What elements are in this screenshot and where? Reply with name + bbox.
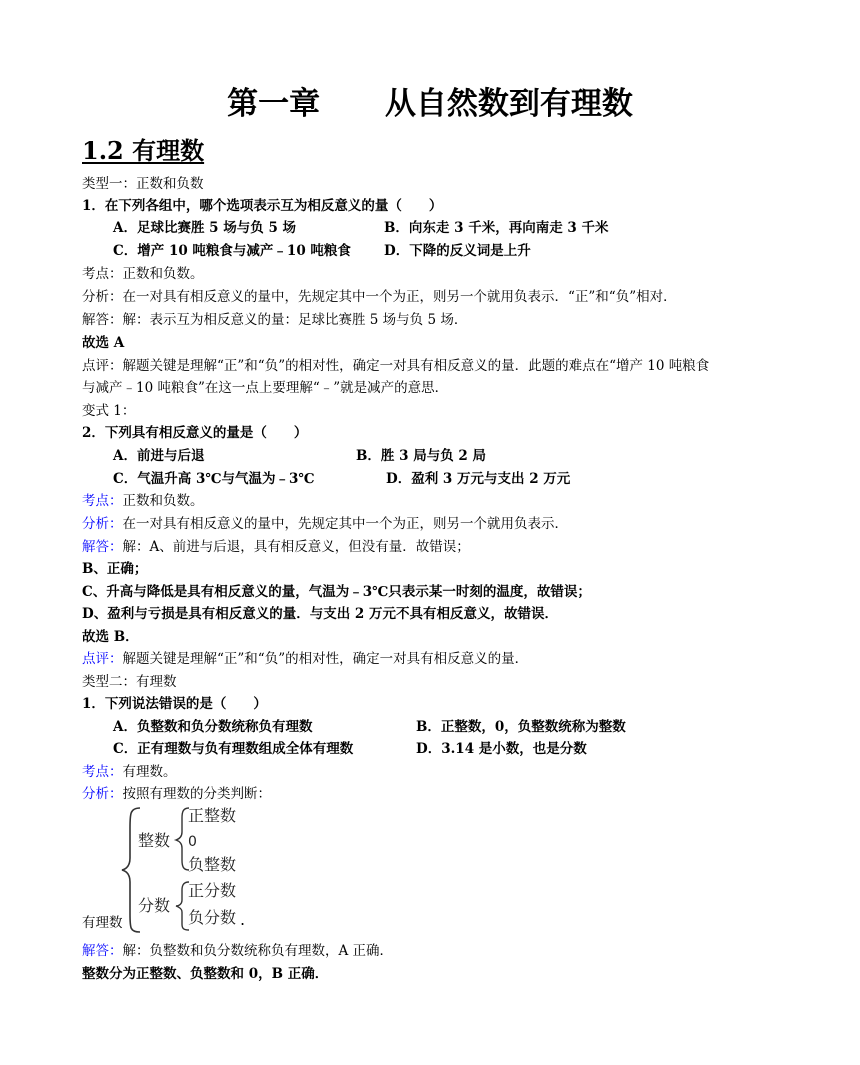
- diagram-neg-frac: 负分数: [188, 908, 237, 927]
- t2q1-option-c: C．正有理数与负有理数组成全体有理数: [113, 741, 354, 757]
- q2-option-d: D．盈利 3 万元与支出 2 万元: [386, 471, 571, 487]
- q2-jieda: [82, 537, 470, 557]
- q2-jieda-c: C、升高与降低是具有相反意义的量，气温为﹣3℃只表示某一时刻的温度，故错误；: [82, 584, 591, 600]
- rational-classification-diagram: [82, 802, 282, 936]
- q1-option-b: B．向东走 3 千米，再向南走 3 千米: [384, 220, 609, 236]
- type1-heading: 类型一：正数和负数: [82, 176, 204, 192]
- diagram-pos-int: 正整数: [188, 806, 237, 825]
- q2-dianping-text: 解题关键是理解“正”和“负”的相对性，确定一对具有相反意义的量．: [122, 651, 529, 667]
- diagram-zero: 0: [188, 834, 197, 850]
- t2q1-kaodian-text: 有理数。: [122, 764, 177, 780]
- q1-jieda: [82, 310, 467, 330]
- q1-stem: 1．在下列各组中，哪个选项表示互为相反意义的量（ ）: [82, 198, 443, 214]
- q2-fenxi-label: 分析：: [82, 516, 123, 532]
- q2-jieda-text: 解：A、前进与后退，具有相反意义，但没有量．故错误；: [122, 539, 470, 555]
- diagram-fraction: 分数: [138, 896, 171, 915]
- q2-fenxi-text: 在一对具有相反意义的量中，先规定其中一个为正，则另一个就用负表示．: [122, 516, 568, 532]
- t2q1-jieda: [82, 941, 393, 961]
- t2q1-fenxi-text: 按照有理数的分类判断：: [122, 786, 271, 802]
- t2q1-kaodian: [82, 762, 177, 782]
- q2-answer: 故选 B．: [82, 629, 139, 645]
- q1-kaodian-text: 正数和负数。: [122, 266, 204, 282]
- diagram-integer: 整数: [138, 831, 171, 850]
- q2-kaodian: [82, 491, 204, 511]
- diagram-pos-frac: 正分数: [188, 881, 237, 900]
- q1-kaodian-label: 考点：: [82, 266, 123, 282]
- q2-fenxi: [82, 514, 568, 534]
- q1-jieda-label: 解答：: [82, 312, 123, 328]
- q2-jieda-d: D、盈利与亏损是具有相反意义的量．与支出 2 万元不具有相反意义，故错误．: [82, 606, 558, 622]
- q2-option-c: C．气温升高 3℃与气温为﹣3℃: [113, 471, 315, 487]
- section-title: 1.2 有理数: [82, 136, 205, 165]
- t2q1-fenxi: [82, 784, 271, 804]
- q1-dianping-text: 解题关键是理解“正”和“负”的相对性，确定一对具有相反意义的量．此题的难点在“增产 10 吨粮食: [122, 358, 710, 374]
- diagram-root: 有理数: [82, 915, 123, 931]
- t2q1-option-a: A．负整数和负分数统称负有理数: [113, 719, 313, 735]
- q1-answer: 故选 A: [82, 335, 125, 351]
- t2q1-option-b: B．正整数，0，负整数统称为整数: [416, 719, 626, 735]
- q2-kaodian-text: 正数和负数。: [122, 493, 204, 509]
- q1-fenxi: [82, 287, 677, 307]
- q2-option-b: B．胜 3 局与负 2 局: [356, 448, 486, 464]
- q2-stem: 2．下列具有相反意义的量是（ ）: [82, 425, 308, 441]
- t2q1-fenxi-label: 分析：: [82, 786, 123, 802]
- q2-jieda-b: B、正确；: [82, 561, 148, 577]
- t2q1-jieda-text: 解：负整数和负分数统称负有理数，A 正确．: [122, 943, 394, 959]
- q1-option-d: D．下降的反义词是上升: [384, 243, 531, 259]
- q1-dianping: [82, 356, 709, 376]
- q2-option-a: A．前进与后退: [113, 448, 205, 464]
- q1-fenxi-label: 分析：: [82, 289, 123, 305]
- t2q1-stem: 1．下列说法错误的是（ ）: [82, 696, 267, 712]
- t2q1-option-d: D．3.14 是小数，也是分数: [416, 741, 587, 757]
- variant-heading: 变式 1：: [82, 403, 136, 419]
- t2q1-kaodian-label: 考点：: [82, 764, 123, 780]
- q2-kaodian-label: 考点：: [82, 493, 123, 509]
- q1-dianping-label: 点评：: [82, 358, 123, 374]
- diagram-neg-int: 负整数: [188, 855, 237, 874]
- q2-dianping: [82, 649, 528, 669]
- q2-jieda-label: 解答：: [82, 539, 123, 555]
- q1-jieda-text: 解：表示互为相反意义的量：足球比赛胜 5 场与负 5 场．: [122, 312, 468, 328]
- t2q1-jieda-2: 整数分为正整数、负整数和 0，B 正确．: [82, 966, 329, 982]
- diagram-period: .: [240, 910, 246, 929]
- q1-option-c: C．增产 10 吨粮食与减产﹣10 吨粮食: [113, 243, 351, 259]
- q1-kaodian: [82, 264, 204, 284]
- q1-fenxi-text: 在一对具有相反意义的量中，先规定其中一个为正，则另一个就用负表示．“正”和“负”相对．: [122, 289, 677, 305]
- type2-heading: 类型二：有理数: [82, 674, 177, 690]
- q1-option-a: A．足球比赛胜 5 场与负 5 场: [113, 220, 297, 236]
- q2-dianping-label: 点评：: [82, 651, 123, 667]
- q1-dianping-cont: 与减产﹣10 吨粮食”在这一点上要理解“﹣”就是减产的意思．: [82, 380, 449, 396]
- t2q1-jieda-label: 解答：: [82, 943, 123, 959]
- chapter-title: 第一章 从自然数到有理数: [227, 86, 633, 122]
